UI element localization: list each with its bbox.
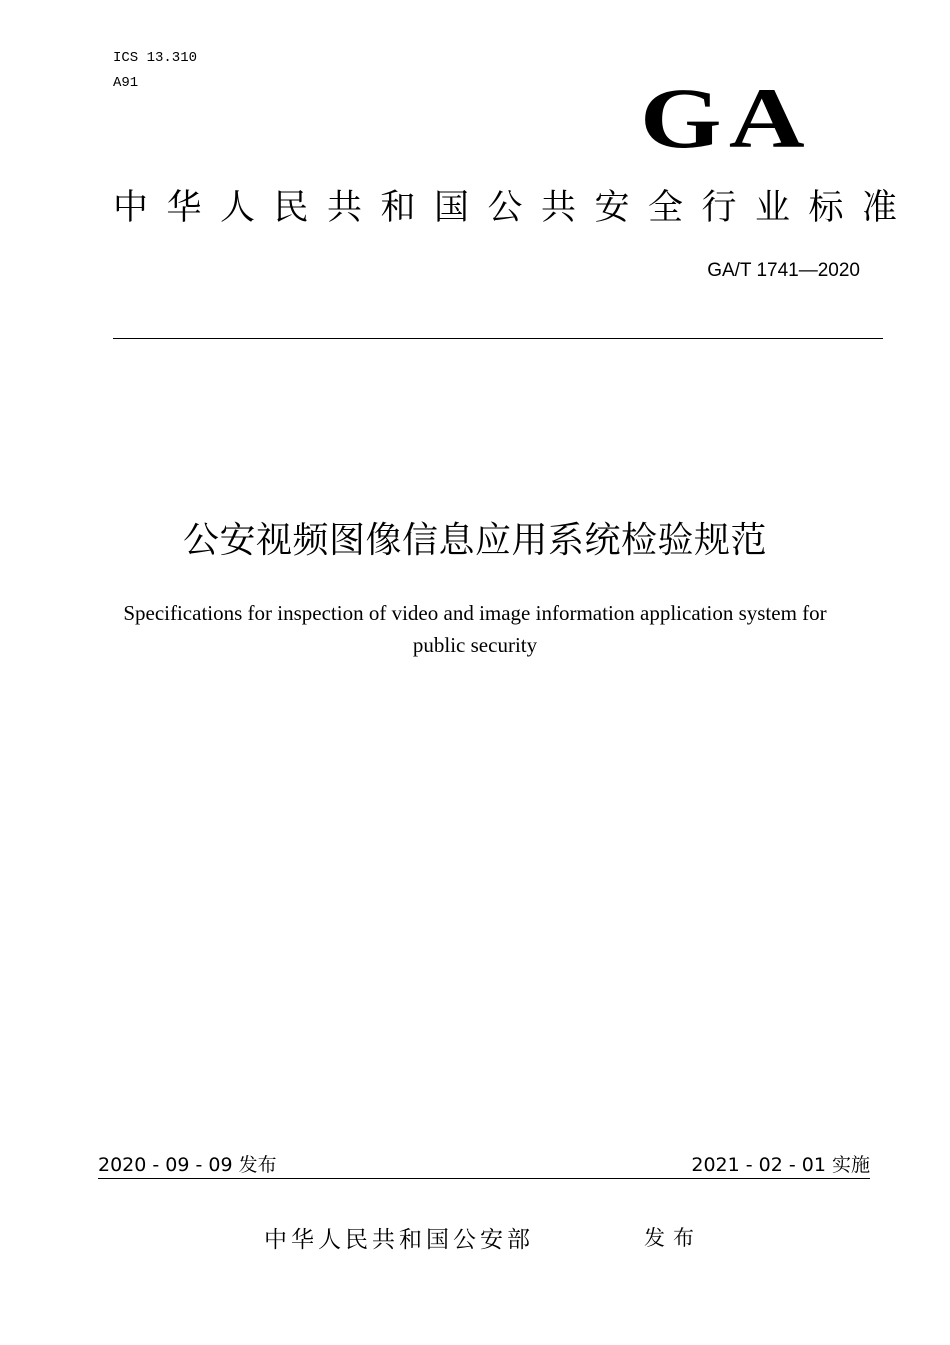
standard-classification: 中华人民共和国公共安全行业标准 bbox=[113, 188, 916, 228]
implementation-date: 2021 - 02 - 01 实施 bbox=[691, 1154, 870, 1176]
document-title-chinese: 公安视频图像信息应用系统检验规范 bbox=[182, 520, 767, 561]
ga-logo: GA bbox=[640, 70, 813, 166]
header-divider bbox=[113, 338, 883, 339]
ics-code: ICS 13.310 bbox=[113, 50, 198, 66]
issued-label: 发布 bbox=[644, 1226, 702, 1250]
document-title-english: Specifications for inspection of video and image information application system for public security bbox=[123, 601, 827, 657]
issue-date: 2020 - 09 - 09 发布 bbox=[98, 1154, 277, 1176]
ccs-code: A91 bbox=[113, 75, 139, 91]
standard-number: GA/T 1741—2020 bbox=[707, 260, 860, 281]
issuing-authority: 中华人民共和国公安部 bbox=[264, 1227, 534, 1253]
dates-divider bbox=[98, 1178, 870, 1179]
